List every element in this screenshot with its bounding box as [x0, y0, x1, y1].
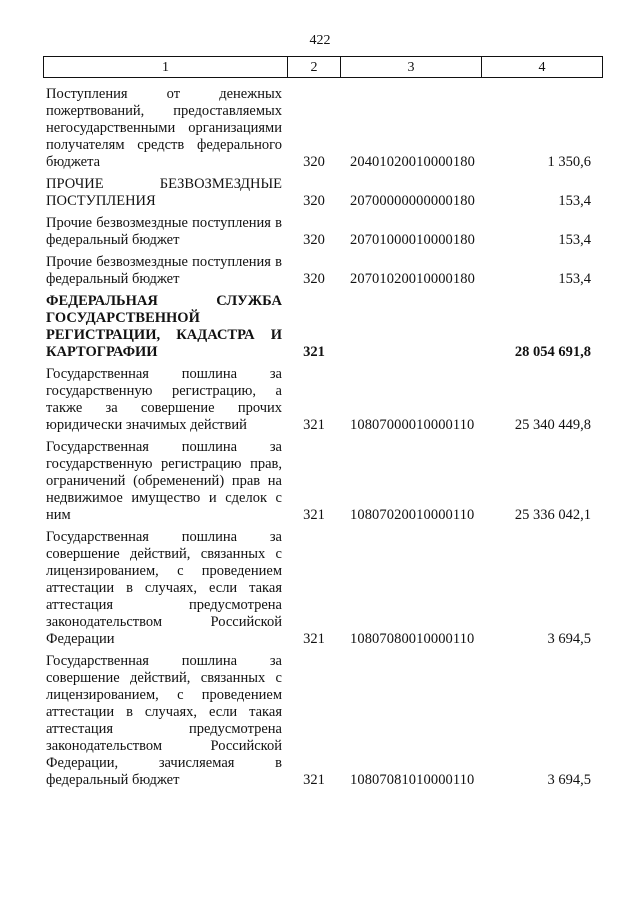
- column-header-table: [43, 56, 603, 78]
- row-amount: 1 350,6: [547, 154, 591, 170]
- table-row: [0, 254, 640, 288]
- row-name: Поступления от денежных пожертвований, предоставляемых негосударственными организациями получателям средств федерального бюджета: [46, 86, 282, 170]
- column-header-row: [44, 57, 603, 78]
- budget-rows: [0, 86, 640, 794]
- row-amount: 153,4: [558, 271, 591, 287]
- row-name: Государственная пошлина за государственную регистрацию, а также за совершение прочих юридически значимых действий: [46, 366, 282, 433]
- column-header-4: 4: [482, 57, 603, 78]
- row-admin-code: 320: [303, 271, 325, 287]
- row-amount: 153,4: [558, 232, 591, 248]
- row-name: ФЕДЕРАЛЬНАЯ СЛУЖБА ГОСУДАРСТВЕННОЙ РЕГИСТРАЦИИ, КАДАСТРА И КАРТОГРАФИИ: [46, 293, 282, 360]
- page-number: 422: [309, 33, 331, 48]
- row-admin-code: 321: [303, 772, 325, 788]
- column-header-2: 2: [288, 57, 341, 78]
- row-amount: 3 694,5: [547, 631, 591, 647]
- table-row: [0, 366, 640, 434]
- table-row: [0, 86, 640, 171]
- row-name: Государственная пошлина за совершение действий, связанных с лицензированием, с проведением аттестации в случаях, если такая аттестация предусмотрена законодательством Российской Федерации: [46, 529, 282, 647]
- row-name: Государственная пошлина за государственную регистрацию прав, ограничений (обременений) прав на недвижимое имущество и сделок с ним: [46, 439, 282, 523]
- row-name: ПРОЧИЕ БЕЗВОЗМЕЗДНЫЕ ПОСТУПЛЕНИЯ: [46, 176, 282, 209]
- row-classification-code: 10807020010000110: [350, 507, 475, 523]
- row-amount: 153,4: [558, 193, 591, 209]
- column-header-3: 3: [341, 57, 482, 78]
- table-row: [0, 529, 640, 648]
- table-row: [0, 176, 640, 210]
- row-admin-code: 321: [303, 631, 325, 647]
- row-admin-code: 321: [303, 507, 325, 523]
- row-classification-code: 20701000010000180: [350, 232, 475, 248]
- row-amount: 25 340 449,8: [514, 417, 591, 433]
- table-row: [0, 293, 640, 361]
- row-name: Государственная пошлина за совершение действий, связанных с лицензированием, с проведением аттестации в случаях, если такая аттестация предусмотрена законодательством Российской Федерации, зачисляемая в федеральный бюджет: [46, 653, 282, 788]
- row-classification-code: 10807000010000110: [350, 417, 475, 433]
- table-row: [0, 653, 640, 789]
- table-row: [0, 215, 640, 249]
- row-amount: 28 054 691,8: [514, 344, 591, 360]
- row-classification-code: 10807080010000110: [350, 631, 475, 647]
- row-admin-code: 320: [303, 193, 325, 209]
- row-admin-code: 321: [303, 417, 325, 433]
- column-header-1: 1: [44, 57, 288, 78]
- row-classification-code: 20701020010000180: [350, 271, 475, 287]
- row-name: Прочие безвозмездные поступления в федеральный бюджет: [46, 254, 282, 287]
- row-classification-code: 20700000000000180: [350, 193, 475, 209]
- row-amount: 3 694,5: [547, 772, 591, 788]
- row-classification-code: 10807081010000110: [350, 772, 475, 788]
- row-name: Прочие безвозмездные поступления в федеральный бюджет: [46, 215, 282, 248]
- row-amount: 25 336 042,1: [514, 507, 591, 523]
- row-admin-code: 321: [303, 344, 325, 360]
- row-admin-code: 320: [303, 232, 325, 248]
- row-classification-code: 20401020010000180: [350, 154, 475, 170]
- row-admin-code: 320: [303, 154, 325, 170]
- table-row: [0, 439, 640, 524]
